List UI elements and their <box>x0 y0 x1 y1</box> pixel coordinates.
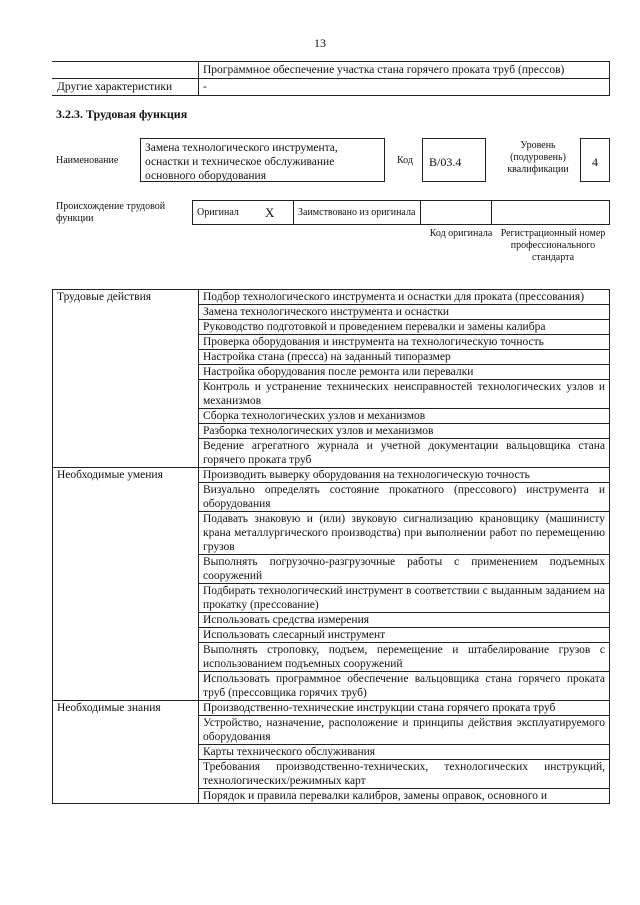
table-cell-item: Выполнять погрузочно-разгрузочные работы с применением подъемных сооружений <box>199 555 610 584</box>
table-cell-value: - <box>199 79 610 96</box>
characteristics-table <box>52 61 610 96</box>
table-row <box>193 201 610 225</box>
function-name-box: Замена технологического инструмента, оснастки и техническое обслуживание основного оборудования <box>140 138 385 182</box>
table-cell-category: Трудовые действия <box>53 290 199 468</box>
table-cell-item: Подавать знаковую и (или) звуковую сигнализацию крановщику (машинисту крана металлургического производства) при выполнении работ по перемещению грузов <box>199 512 610 555</box>
table-cell-item: Ведение агрегатного журнала и учетной документации вальцовщика стана горячего проката труб <box>199 439 610 468</box>
table-cell-item: Разборка технологических узлов и механизмов <box>199 424 610 439</box>
table-cell-item: Контроль и устранение технических неисправностей технологических узлов и механизмов <box>199 380 610 409</box>
table-cell-item: Устройство, назначение, расположение и принципы действия эксплуатируемого оборудования <box>199 716 610 745</box>
table-cell-item: Визуально определять состояние прокатного (прессового) инструмента и оборудования <box>199 483 610 512</box>
table-cell-item: Выполнять строповку, подъем, перемещение и штабелирование грузов с использованием подъемных сооружений <box>199 643 610 672</box>
table-row <box>53 62 610 79</box>
table-cell-item: Проверка оборудования и инструмента на технологическую точность <box>199 335 610 350</box>
table-cell-item: Карты технического обслуживания <box>199 745 610 760</box>
level-label: Уровень (подуровень) квалификации <box>507 140 569 175</box>
table-cell-item: Производственно-технические инструкции стана горячего проката труб <box>199 701 610 716</box>
origin-reg-caption: Регистрационный номер профессионального стандарта <box>500 228 606 263</box>
origin-table <box>192 200 610 225</box>
table-cell-item: Подбирать технологический инструмент в соответствии с выданным заданием на прокатку (прессование) <box>199 584 610 613</box>
origin-code-caption: Код оригинала <box>429 228 493 239</box>
table-cell-item: Требования производственно-технических, технологических инструкций, технологических/режимных карт <box>199 760 610 789</box>
table-cell-value: Программное обеспечение участка стана горячего проката труб (прессов) <box>199 62 610 79</box>
table-cell-label <box>53 62 199 79</box>
section-title: 3.2.3. Трудовая функция <box>56 107 188 121</box>
table-row <box>53 290 610 305</box>
origin-original-label: Оригинал <box>193 201 262 225</box>
table-cell-item: Производить выверку оборудования на технологическую точность <box>199 468 610 483</box>
table-cell-item: Порядок и правила перевалки калибров, замены оправок, основного и <box>199 789 610 804</box>
table-cell-category: Необходимые умения <box>53 468 199 701</box>
origin-label: Происхождение трудовой функции <box>56 201 166 224</box>
table-cell-item: Подбор технологического инструмента и оснастки для проката (прессования) <box>199 290 610 305</box>
table-cell-item: Настройка оборудования после ремонта или перевалки <box>199 365 610 380</box>
origin-reg-cell <box>492 201 610 225</box>
table-row <box>53 79 610 96</box>
table-cell-item: Использовать слесарный инструмент <box>199 628 610 643</box>
table-row <box>53 468 610 483</box>
table-cell-item: Настройка стана (пресса) на заданный типоразмер <box>199 350 610 365</box>
origin-code-cell <box>421 201 492 225</box>
name-label: Наименование <box>56 155 119 166</box>
table-cell-item: Замена технологического инструмента и оснастки <box>199 305 610 320</box>
table-cell-item: Использовать средства измерения <box>199 613 610 628</box>
table-row <box>53 701 610 716</box>
table-cell-item: Руководство подготовкой и проведением перевалки и замены калибра <box>199 320 610 335</box>
page-number: 13 <box>314 36 326 50</box>
level-box: 4 <box>580 138 610 182</box>
code-label: Код <box>397 155 413 166</box>
origin-borrowed-label: Заимствовано из оригинала <box>294 201 421 225</box>
table-cell-category: Необходимые знания <box>53 701 199 804</box>
code-box: В/03.4 <box>422 138 486 182</box>
origin-mark: X <box>261 201 294 225</box>
main-table <box>52 289 610 804</box>
table-cell-label: Другие характеристики <box>53 79 199 96</box>
table-cell-item: Использовать программное обеспечение вальцовщика стана горячего проката труб (прессовщика горячих труб) <box>199 672 610 701</box>
table-cell-item: Сборка технологических узлов и механизмов <box>199 409 610 424</box>
